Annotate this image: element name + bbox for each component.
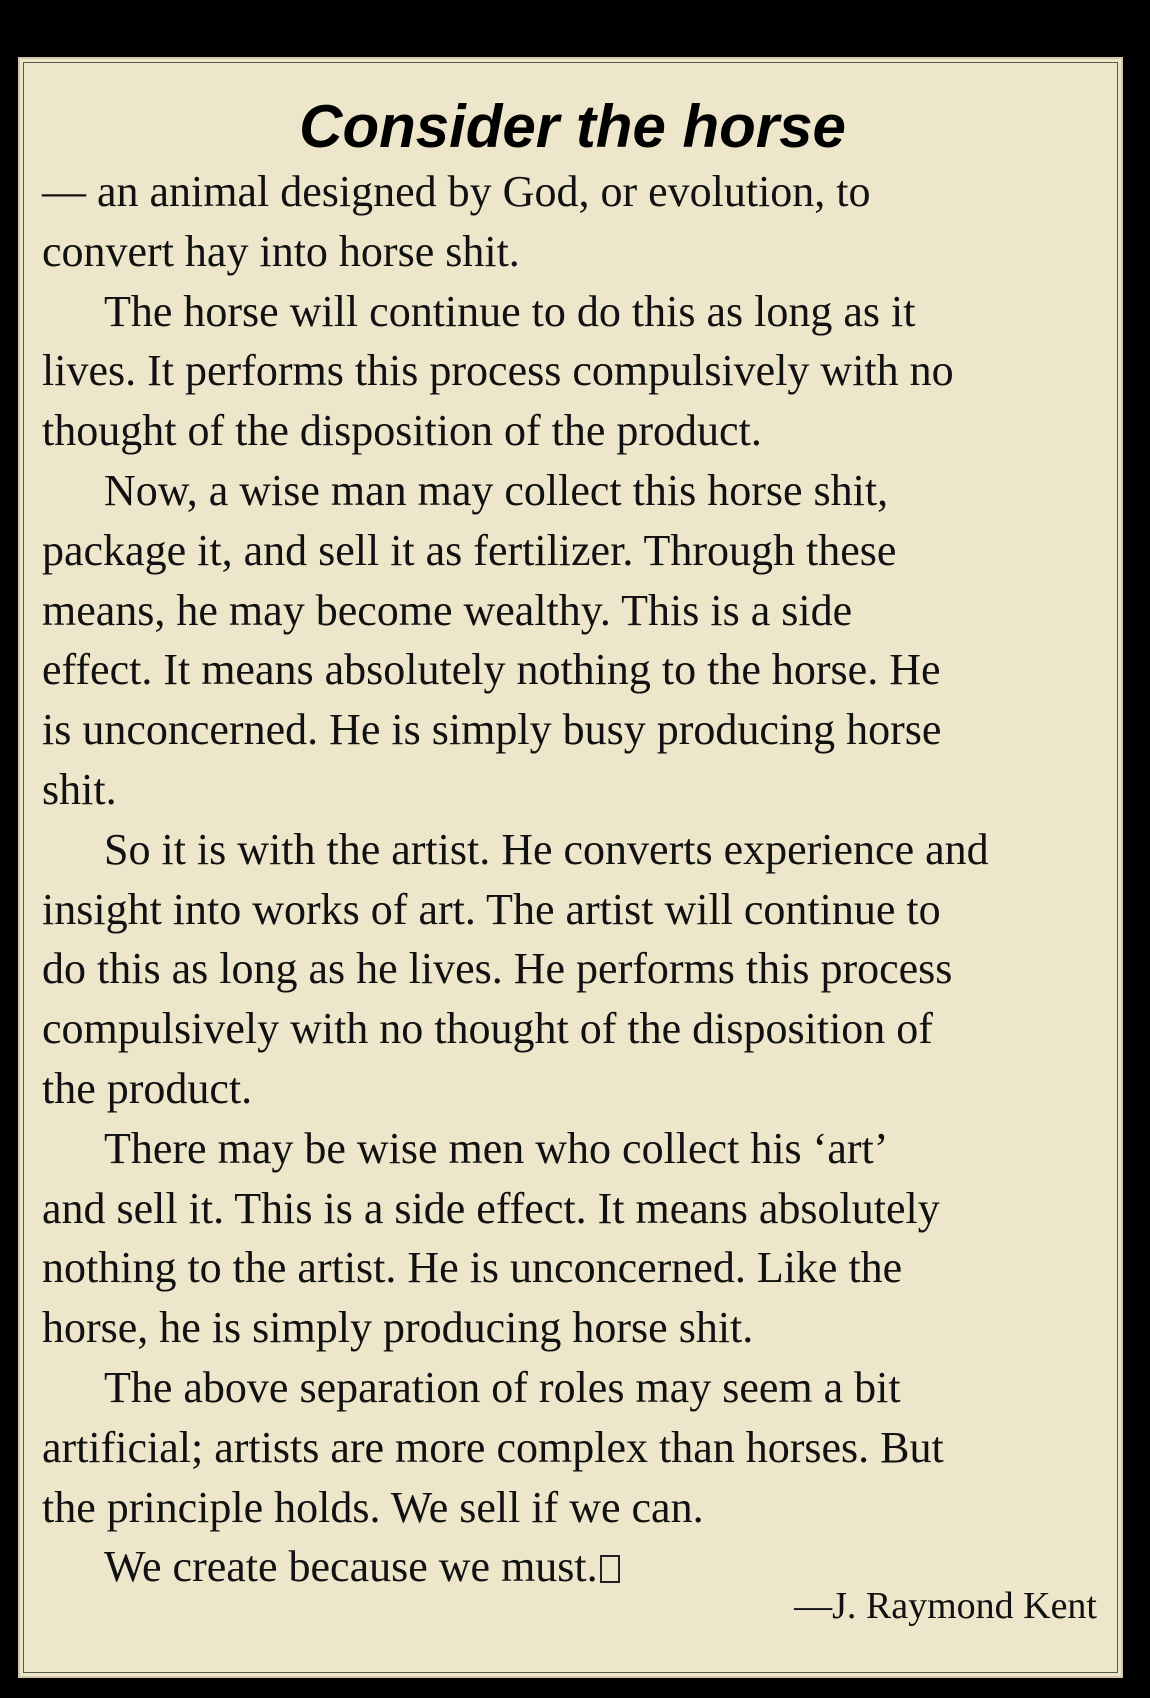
text-line: the product. (42, 1063, 253, 1113)
text-line: The horse will continue to do this as long as it (104, 286, 916, 336)
text-line: shit. (42, 764, 117, 814)
text-line: There may be wise men who collect his ‘art’ (104, 1123, 889, 1173)
text-line: do this as long as he lives. He performs this process (42, 944, 953, 994)
text-line: — an animal designed by God, or evolution, to (42, 167, 871, 216)
text-line: So it is with the artist. He converts experience and (104, 824, 989, 874)
text-line: is unconcerned. He is simply busy producing horse (42, 705, 942, 755)
text-line: and sell it. This is a side effect. It means absolutely (42, 1183, 940, 1233)
poster-card (18, 57, 1123, 1678)
attribution: —J. Raymond Kent (794, 1585, 1097, 1627)
end-mark-icon (600, 1555, 620, 1583)
poem-body (42, 162, 1122, 1597)
text-line: insight into works of art. The artist will continue to (42, 884, 941, 934)
text-line: thought of the disposition of the product. (42, 406, 762, 456)
text-line: the principle holds. We sell if we can. (42, 1482, 704, 1532)
text-line: The above separation of roles may seem a bit (104, 1362, 901, 1412)
text-line: horse, he is simply producing horse shit. (42, 1303, 754, 1353)
text-line: compulsively with no thought of the disposition of (42, 1004, 933, 1054)
text-line: We create because we must. (104, 1542, 598, 1592)
text-line: convert hay into horse shit. (42, 226, 520, 276)
text-line: effect. It means absolutely nothing to the horse. He (42, 645, 941, 695)
text-line: Now, a wise man may collect this horse shit, (104, 465, 889, 515)
text-line: artificial; artists are more complex than horses. But (42, 1422, 944, 1472)
text-line: package it, and sell it as fertilizer. Through these (42, 525, 897, 575)
text-line: nothing to the artist. He is unconcerned. Like the (42, 1243, 903, 1293)
page-title: Consider the horse (299, 93, 846, 160)
text-line: means, he may become wealthy. This is a side (42, 585, 853, 635)
text-line: lives. It performs this process compulsively with no (42, 346, 954, 396)
